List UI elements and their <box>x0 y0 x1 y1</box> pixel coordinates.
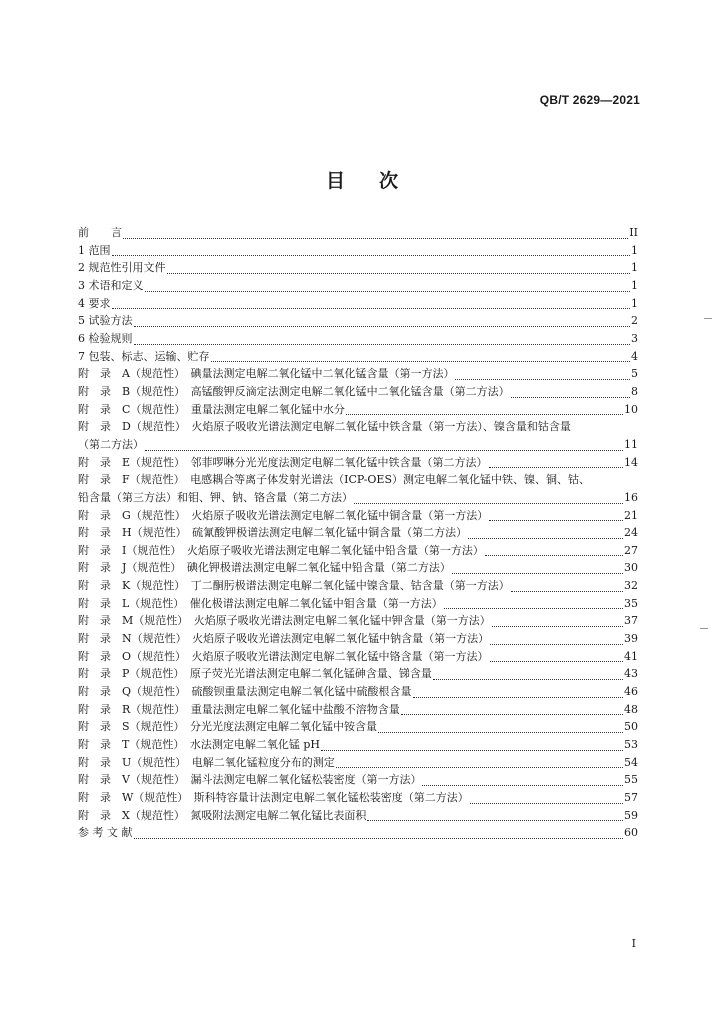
toc-entry[interactable] <box>78 612 638 630</box>
toc-leader-dots <box>490 661 623 662</box>
toc-leader-dots <box>452 573 623 574</box>
page-title: 目次 <box>325 170 432 192</box>
toc-leader-dots <box>490 644 623 645</box>
toc-entry[interactable] <box>78 507 638 525</box>
toc-leader-dots <box>321 750 623 751</box>
toc-entry[interactable] <box>78 718 638 736</box>
toc-leader-dots <box>378 732 623 733</box>
toc-page-number: 5 <box>631 367 638 381</box>
toc-leader-dots <box>422 785 623 786</box>
toc-leader-dots <box>444 608 623 609</box>
toc-leader-dots <box>354 503 623 504</box>
toc-entry[interactable] <box>78 277 638 295</box>
toc-leader-dots <box>112 308 631 309</box>
toc-entry-label: 附 录 M（规范性） 火焰原子吸收光谱法测定电解二氧化锰中钾含量（第一方法） <box>78 614 491 628</box>
toc-entry-label: 附 录 L（规范性） 催化极谱法测定电解二氧化锰中钼含量（第一方法） <box>78 596 443 610</box>
toc-page-number: 1 <box>631 278 638 292</box>
toc-entry-label: 3 术语和定义 <box>78 278 144 292</box>
toc-entry[interactable] <box>78 489 638 507</box>
toc-entry-label: 附 录 P（规范性） 原子荧光光谱法测定电解二氧化锰砷含量、锑含量 <box>78 667 432 681</box>
toc-page-number: 3 <box>631 331 638 345</box>
toc-page-number: 50 <box>624 720 638 734</box>
toc-entry-label: 附 录 V（规范性） 漏斗法测定电解二氧化锰松装密度（第一方法） <box>78 773 422 787</box>
toc-entry[interactable] <box>78 648 638 666</box>
toc-leader-dots <box>134 326 631 327</box>
toc-leader-dots <box>492 626 623 627</box>
toc-page-number: 16 <box>624 490 638 504</box>
toc-page-number: 39 <box>624 632 638 646</box>
toc-entry-label: 2 规范性引用文件 <box>78 261 166 275</box>
toc-entry-label: 附 录 G（规范性） 火焰原子吸收光谱法测定电解二氧化锰中铜含量（第一方法） <box>78 508 489 522</box>
toc-page-number: 48 <box>624 702 638 716</box>
toc-entry-label: 7 包装、标志、运输、贮存 <box>78 349 210 363</box>
toc-page-number: 11 <box>624 437 638 451</box>
toc-entry-label: 附 录 R（规范性） 重量法测定电解二氧化锰中盐酸不溶物含量 <box>78 702 400 716</box>
toc-entry[interactable] <box>78 771 638 789</box>
toc-page-number: 30 <box>624 561 638 575</box>
scan-mark <box>704 318 712 319</box>
toc-page-number: 55 <box>624 773 638 787</box>
toc-entry-label: 附 录 O（规范性） 火焰原子吸收光谱法测定电解二氧化锰中铬含量（第一方法） <box>78 649 489 663</box>
toc-entry-label: 附 录 K（规范性） 丁二酮肟极谱法测定电解二氧化锰中镍含量、钴含量（第一方法） <box>78 579 510 593</box>
table-of-contents <box>78 224 638 842</box>
toc-entry[interactable] <box>78 683 638 701</box>
toc-page-number: II <box>629 226 638 239</box>
toc-page-number: 57 <box>624 791 638 804</box>
toc-entry-label: 附 录 J（规范性） 碘化钾极谱法测定电解二氧化锰中铅含量（第二方法） <box>78 561 451 575</box>
toc-entry[interactable] <box>78 736 638 754</box>
toc-entry-label: 附 录 B（规范性） 高锰酸钾反滴定法测定电解二氧化锰中二氧化锰含量（第二方法） <box>78 384 510 398</box>
toc-entry[interactable] <box>78 365 638 383</box>
toc-entry[interactable] <box>78 559 638 577</box>
toc-entry[interactable] <box>78 436 638 454</box>
toc-entry-label: 附 录 F（规范性） 电感耦合等离子体发射光谱法（ICP-OES）测定电解二氧化锰中铁、镍、铜、钴、 <box>78 473 590 487</box>
toc-leader-dots <box>489 520 623 521</box>
toc-page-number: 41 <box>624 649 638 663</box>
toc-leader-dots <box>134 344 631 345</box>
toc-entry[interactable] <box>78 595 638 613</box>
toc-page-number: 2 <box>631 314 638 328</box>
toc-page-number: 8 <box>631 384 638 398</box>
toc-page-number: 10 <box>624 402 638 416</box>
toc-entry[interactable] <box>78 348 638 366</box>
toc-leader-dots <box>336 767 623 768</box>
toc-entry[interactable] <box>78 701 638 719</box>
toc-leader-dots <box>511 397 630 398</box>
scan-mark <box>700 628 708 629</box>
toc-entry-line <box>78 471 638 489</box>
toc-leader-dots <box>468 538 623 539</box>
toc-entry[interactable] <box>78 807 638 825</box>
toc-leader-dots <box>367 820 623 821</box>
toc-entry-label: 4 要求 <box>78 296 111 310</box>
toc-entry-label: 附 录 I（规范性） 火焰原子吸收光谱法测定电解二氧化锰中铅含量（第一方法） <box>78 543 484 557</box>
toc-entry-label: 1 范围 <box>78 243 111 257</box>
toc-page-number: 27 <box>624 543 638 557</box>
toc-entry-label: 6 检验规则 <box>78 331 133 345</box>
toc-entry-label: 附 录 A（规范性） 碘量法测定电解二氧化锰中二氧化锰含量（第一方法） <box>78 367 455 381</box>
toc-page-number: 46 <box>624 685 638 699</box>
toc-page-number: 21 <box>624 508 638 522</box>
toc-entry[interactable] <box>78 454 638 472</box>
toc-page-number: 24 <box>624 526 638 540</box>
toc-entry-line <box>78 418 638 436</box>
toc-leader-dots <box>134 838 624 839</box>
toc-page-number: 1 <box>631 243 638 257</box>
toc-leader-dots <box>145 291 631 292</box>
toc-entry[interactable] <box>78 330 638 348</box>
toc-leader-dots <box>433 679 623 680</box>
toc-leader-dots <box>401 714 623 715</box>
toc-entry[interactable] <box>78 295 638 313</box>
toc-leader-dots <box>485 555 623 556</box>
toc-entry-label: 铅含量（第三方法）和钼、钾、钠、铬含量（第二方法） <box>78 490 353 504</box>
toc-leader-dots <box>455 379 630 380</box>
toc-entry[interactable] <box>78 754 638 772</box>
toc-entry-label: 附 录 D（规范性） 火焰原子吸收光谱法测定电解二氧化锰中铁含量（第一方法）、镍含量和钴含量 <box>78 420 571 434</box>
toc-leader-dots <box>145 450 623 451</box>
toc-entry[interactable] <box>78 824 638 842</box>
toc-entry[interactable] <box>78 524 638 542</box>
toc-entry[interactable] <box>78 630 638 648</box>
toc-page-number: 54 <box>624 755 638 769</box>
toc-leader-dots <box>211 361 631 362</box>
toc-entry-label: 附 录 E（规范性） 邻菲啰啉分光光度法测定电解二氧化锰中铁含量（第二方法） <box>78 455 488 469</box>
toc-leader-dots <box>413 697 623 698</box>
toc-page-number: 32 <box>624 579 638 593</box>
toc-entry-label: 附 录 T（规范性） 水法测定电解二氧化锰 pH <box>78 738 320 752</box>
toc-leader-dots <box>346 414 623 415</box>
toc-page-number: 53 <box>624 738 638 752</box>
toc-page-number: 1 <box>631 296 638 310</box>
toc-leader-dots <box>123 238 628 239</box>
toc-page-number: 60 <box>624 826 638 840</box>
toc-entry-label: 附 录 Q（规范性） 硫酸钡重量法测定电解二氧化锰中硫酸根含量 <box>78 685 412 699</box>
toc-leader-dots <box>167 273 631 274</box>
toc-leader-dots <box>112 255 631 256</box>
toc-entry[interactable] <box>78 577 638 595</box>
toc-entry-label: 参 考 文 献 <box>78 826 133 840</box>
toc-entry[interactable] <box>78 259 638 277</box>
toc-page-number: 59 <box>624 808 638 822</box>
toc-entry-label: 附 录 W（规范性） 斯科特容量计法测定电解二氧化锰松装密度（第二方法） <box>78 791 469 804</box>
toc-page-number: 14 <box>624 455 638 469</box>
toc-entry[interactable] <box>78 401 638 419</box>
toc-page-number: 35 <box>624 596 638 610</box>
toc-entry-label: 附 录 H（规范性） 硫氰酸钾极谱法测定电解二氧化锰中铜含量（第二方法） <box>78 526 468 540</box>
toc-entry-label: 5 试验方法 <box>78 314 133 328</box>
toc-entry[interactable] <box>78 542 638 560</box>
toc-entry[interactable] <box>78 383 638 401</box>
toc-page-number: 1 <box>631 261 638 275</box>
document-code: QB/T 2629—2021 <box>539 93 640 107</box>
toc-entry[interactable] <box>78 789 638 807</box>
toc-entry-label: 附 录 U（规范性） 电解二氧化锰粒度分布的测定 <box>78 755 335 769</box>
page-number: I <box>631 937 636 950</box>
toc-entry-label: （第二方法） <box>78 437 144 451</box>
toc-leader-dots <box>489 467 623 468</box>
toc-leader-dots <box>470 803 623 804</box>
toc-page-number: 37 <box>624 614 638 628</box>
toc-page-number: 4 <box>631 349 638 363</box>
toc-leader-dots <box>511 591 623 592</box>
toc-entry-label: 附 录 C（规范性） 重量法测定电解二氧化锰中水分 <box>78 402 345 416</box>
toc-entry[interactable] <box>78 665 638 683</box>
toc-entry-label: 附 录 N（规范性） 火焰原子吸收光谱法测定电解二氧化锰中钠含量（第一方法） <box>78 632 490 646</box>
toc-page-number: 43 <box>624 667 638 681</box>
toc-entry[interactable] <box>78 312 638 330</box>
toc-entry[interactable] <box>78 242 638 260</box>
toc-entry-label: 前 言 <box>78 226 122 239</box>
toc-entry[interactable] <box>78 224 638 242</box>
toc-entry-label: 附 录 X（规范性） 氮吸附法测定电解二氧化锰比表面积 <box>78 808 367 822</box>
toc-entry-label: 附 录 S（规范性） 分光光度法测定电解二氧化锰中铵含量 <box>78 720 378 734</box>
